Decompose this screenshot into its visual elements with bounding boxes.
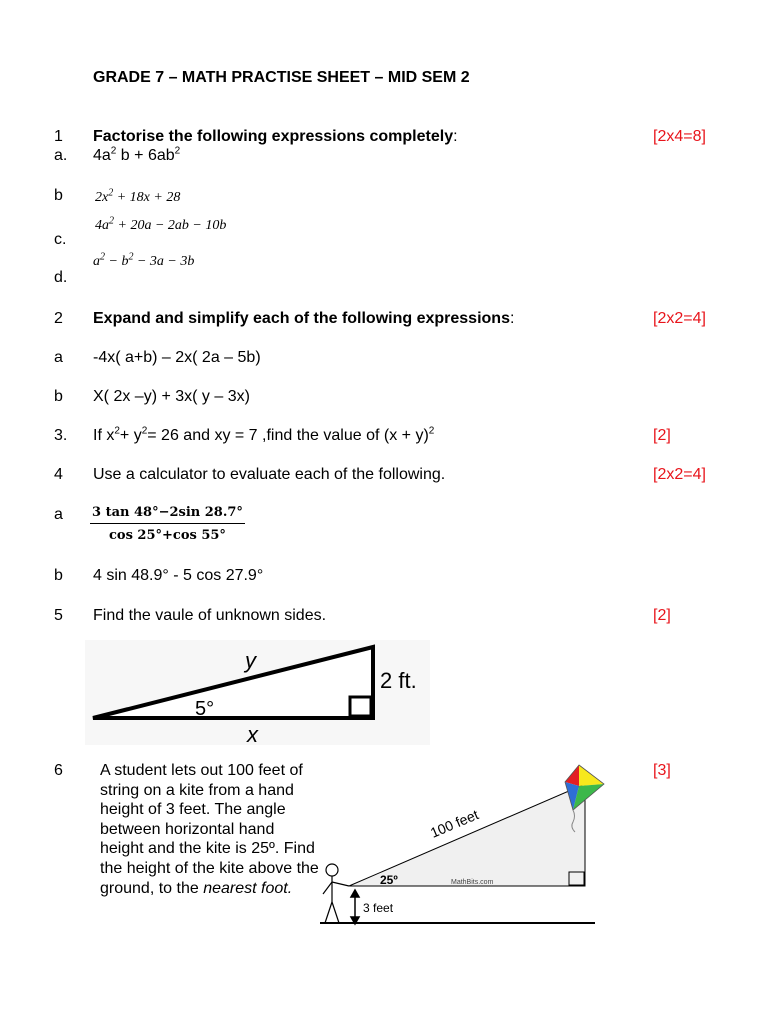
question-1-instruction: Factorise the following expressions completely: xyxy=(93,128,458,145)
question-5-number: 5 xyxy=(54,607,63,624)
q1-c-expression: $4a^2 + 20a - 2ab - 10b$ xyxy=(95,215,227,233)
height-arrow xyxy=(351,890,359,924)
question-5-instruction: Find the vaule of unknown sides. xyxy=(93,607,327,624)
question-2-number: 2 xyxy=(54,310,63,327)
q4-a-denominator: cos 25°+cos 55° xyxy=(108,528,226,543)
hypotenuse-label: y xyxy=(245,648,256,673)
question-2-instruction: Expand and simplify each of the following expressions: xyxy=(93,310,515,327)
question-5-marks: [2] xyxy=(653,607,671,624)
question-4-instruction: Use a calculator to evaluate each of the following. xyxy=(93,466,446,483)
kite-triangle xyxy=(349,784,585,886)
question-6-marks: [3] xyxy=(653,762,671,779)
question-3-number: 3. xyxy=(54,427,68,444)
page-title: GRADE 7 – MATH PRACTISE SHEET – MID SEM 2 xyxy=(93,69,470,86)
q2-b-expression: X( 2x –y) + 3x( y – 3x) xyxy=(93,388,250,405)
q1-d-expression: $a^2 - b^2 - 3a - 3b$ xyxy=(93,251,195,269)
question-3-marks: [2] xyxy=(653,427,671,444)
angle-label: 5° xyxy=(195,698,215,720)
question-2-marks: [2x2=4] xyxy=(653,310,706,327)
question-4-marks: [2x2=4] xyxy=(653,466,706,483)
q4-a-label: a xyxy=(54,506,63,523)
q4-b-label: b xyxy=(54,567,63,584)
question-6-number: 6 xyxy=(54,762,63,779)
q4-a-numerator: 3 tan 48°−2sin 28.7° xyxy=(90,505,245,524)
q1-b-expression: $2x^2 + 18x + 28$ xyxy=(95,187,181,205)
q1-a-label: a. xyxy=(54,147,68,164)
q2-a-expression: -4x( a+b) – 2x( 2a – 5b) xyxy=(93,349,261,366)
q2-b-label: b xyxy=(54,388,63,405)
q1-c-label: c. xyxy=(54,231,67,248)
question-1-marks: [2x4=8] xyxy=(653,128,706,145)
q1-a-expression: $4a^2$ $b + 6ab^2$ xyxy=(93,145,181,164)
hand-height-label: 3 feet xyxy=(363,901,394,915)
string-length-label: 100 feet xyxy=(427,806,481,841)
q1-d-label: d. xyxy=(54,269,68,286)
kite-angle-label: 25º xyxy=(380,873,398,887)
q1-b-label: b xyxy=(54,187,63,204)
q4-b-expression: 4 sin 48.9° - 5 cos 27.9° xyxy=(93,567,264,584)
person-figure xyxy=(323,864,349,923)
question-3-text: If $x^2+ y^2= 26$ and xy = 7 ,find the value of $(x + y)^2$ xyxy=(93,425,435,444)
mathbits-credit: MathBits.com xyxy=(451,879,494,886)
question-4-number: 4 xyxy=(54,466,63,483)
q4-a-fraction xyxy=(90,505,245,543)
question-1-number: 1 xyxy=(54,128,63,145)
right-triangle-diagram xyxy=(85,640,430,745)
base-label: x xyxy=(247,722,258,745)
side-length-label: 2 ft. xyxy=(380,668,417,693)
question-6-text: A student lets out 100 feet of string on a kite from a hand height of 3 feet. The angle between horizontal hand height and the kite is 25º. Find the height of the kite above the ground, to the nearest foot. xyxy=(100,762,319,897)
kite-diagram xyxy=(315,760,605,930)
q2-a-label: a xyxy=(54,349,63,366)
